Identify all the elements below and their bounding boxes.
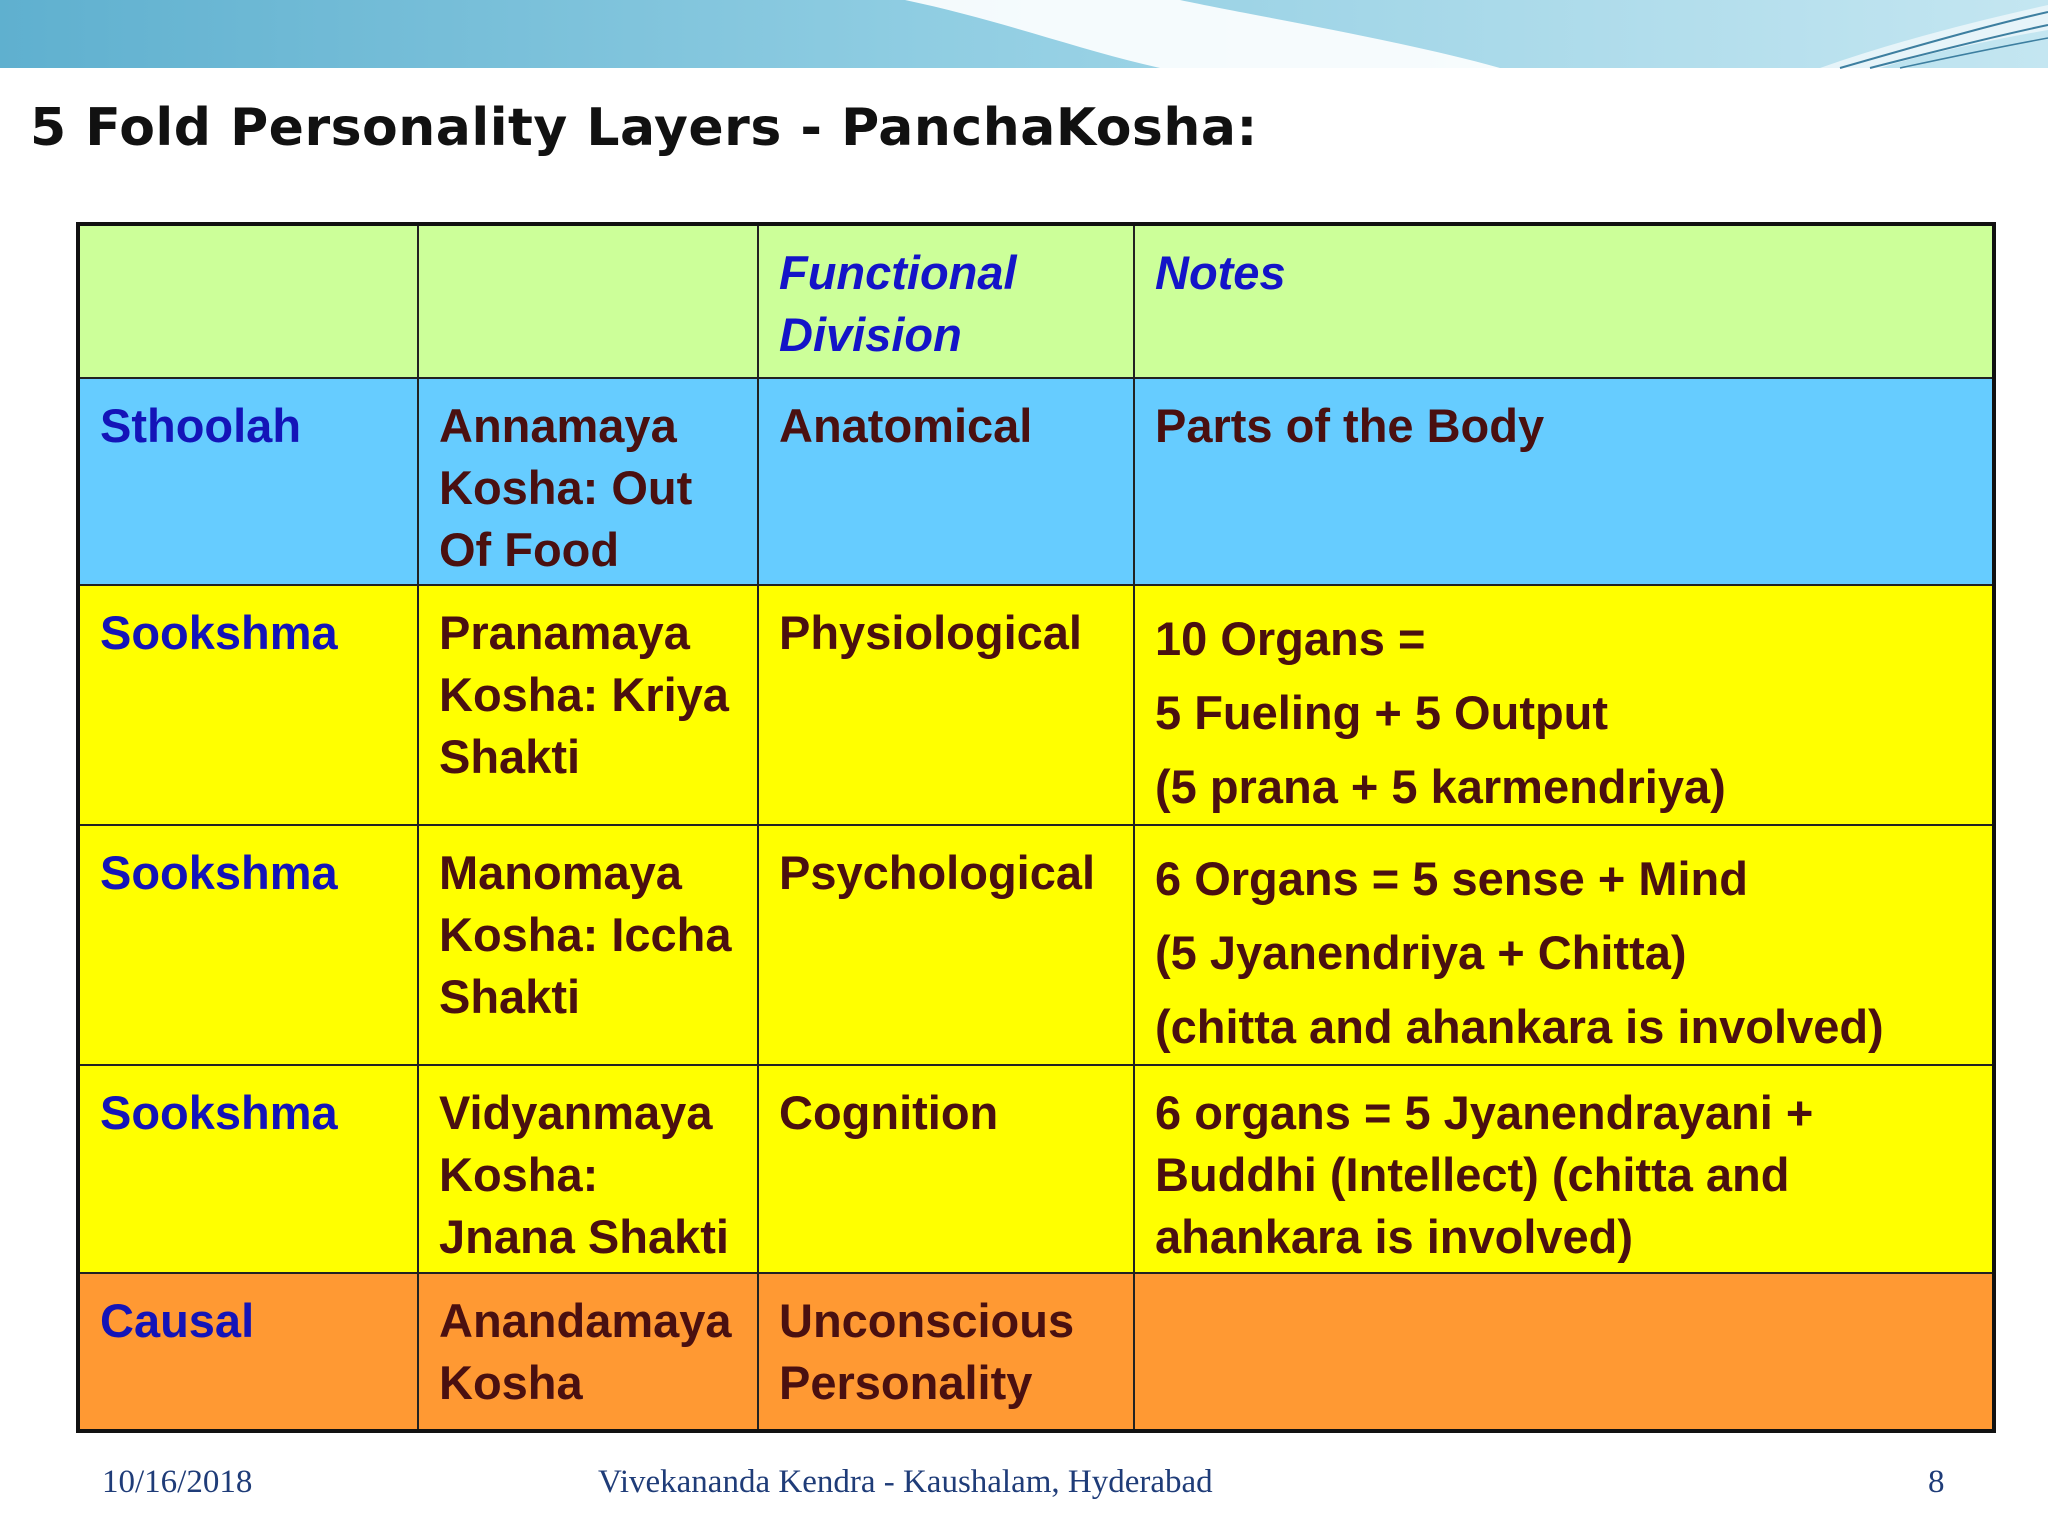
table-row (78, 378, 1994, 585)
notes-line: Parts of the Body (1155, 399, 1545, 452)
notes-cell (1134, 1273, 1994, 1431)
kosha-cell: Manomaya Kosha: Iccha Shakti (418, 825, 758, 1065)
header-cell-layer (78, 224, 418, 378)
notes-cell (1134, 825, 1994, 1065)
notes-cell (1134, 378, 1994, 585)
kosha-cell: Pranamaya Kosha: Kriya Shakti (418, 585, 758, 825)
header-cell-notes: Notes (1134, 224, 1994, 378)
header-cell-kosha (418, 224, 758, 378)
notes-cell (1134, 585, 1994, 825)
top-decorative-band (0, 0, 2048, 80)
division-cell: Anatomical (758, 378, 1134, 585)
footer-date: 10/16/2018 (102, 1464, 253, 1500)
notes-line: (5 Jyanendriya + Chitta) (1155, 926, 1687, 979)
notes-line: 6 organs = 5 Jyanendrayani + Buddhi (Intellect) (chitta and ahankara is involved) (1155, 1086, 1814, 1263)
table-row (78, 1065, 1994, 1273)
layer-cell: Sookshma (78, 825, 418, 1065)
division-cell: Psychological (758, 825, 1134, 1065)
panchakosha-table (76, 222, 1996, 1433)
kosha-cell: Annamaya Kosha: Out Of Food (418, 378, 758, 585)
notes-line: (5 prana + 5 karmendriya) (1155, 760, 1726, 813)
slide-title: 5 Fold Personality Layers - PanchaKosha: (30, 98, 1258, 158)
division-cell: Unconscious Personality (758, 1273, 1134, 1431)
table-row (78, 585, 1994, 825)
division-cell: Physiological (758, 585, 1134, 825)
kosha-cell: Anandamaya Kosha (418, 1273, 758, 1431)
division-cell: Cognition (758, 1065, 1134, 1273)
page-number: 8 (1928, 1464, 1945, 1500)
notes-line: 6 Organs = 5 sense + Mind (1155, 852, 1748, 905)
footer-organization: Vivekananda Kendra - Kaushalam, Hyderabad (598, 1464, 1213, 1500)
notes-line: (chitta and ahankara is involved) (1155, 1000, 1884, 1053)
notes-line: 10 Organs = (1155, 612, 1426, 665)
header-cell-functional-division: Functional Division (758, 224, 1134, 378)
layer-cell: Sookshma (78, 1065, 418, 1273)
table-header-row (78, 224, 1994, 378)
layer-cell: Sookshma (78, 585, 418, 825)
table-row (78, 1273, 1994, 1431)
table-row (78, 825, 1994, 1065)
notes-line: 5 Fueling + 5 Output (1155, 686, 1609, 739)
layer-cell: Causal (78, 1273, 418, 1431)
kosha-cell: Vidyanmaya Kosha: Jnana Shakti (418, 1065, 758, 1273)
layer-cell: Sthoolah (78, 378, 418, 585)
notes-cell (1134, 1065, 1994, 1273)
